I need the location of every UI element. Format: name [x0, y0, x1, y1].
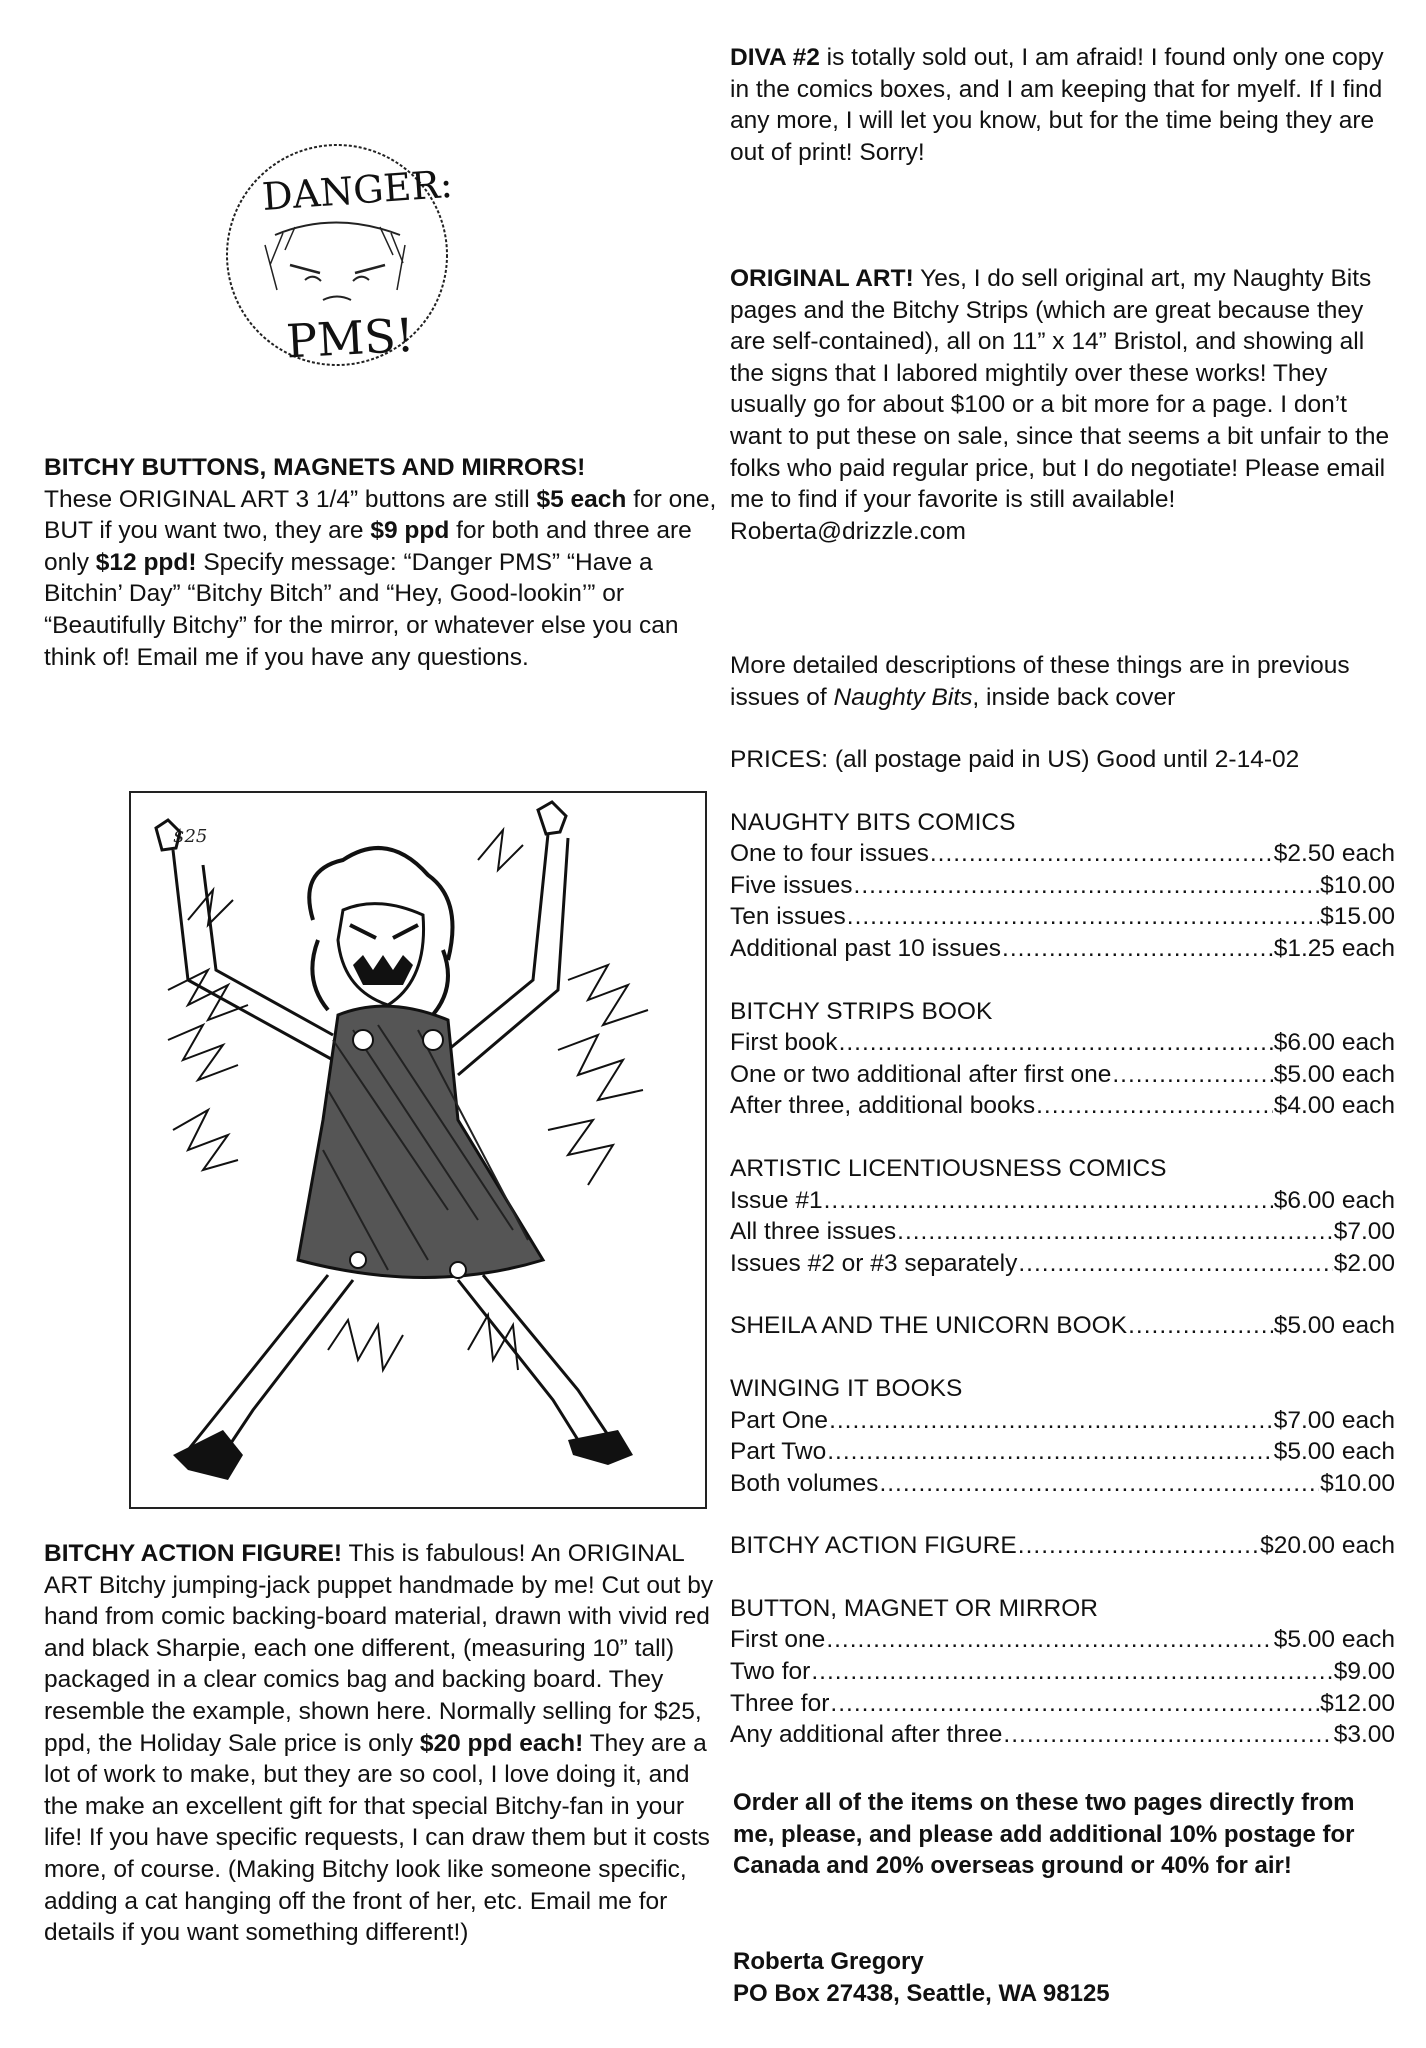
price-label: Issues #2 or #3 separately: [730, 1249, 1018, 1277]
price-row: [730, 1090, 1395, 1122]
price-value: $10.00: [1320, 871, 1395, 899]
price-group-sheila-unicorn: [730, 1310, 1395, 1342]
price-label: All three issues: [730, 1218, 897, 1246]
price-scribble: $25: [173, 826, 208, 847]
diva-text: is totally sold out, I am afraid! I found only one copy in the comics boxes, and I am keeping that for myelf. If I find any more, I will let you know, but for the time being they are out of print! Sorry!: [730, 44, 1384, 166]
price-label: Both volumes: [730, 1469, 879, 1497]
price-group-heading: ARTISTIC LICENTIOUSNESS COMICS: [730, 1154, 1167, 1182]
price-group-heading: BUTTON, MAGNET OR MIRROR: [730, 1594, 1098, 1622]
price-value: $10.00: [1320, 1469, 1395, 1497]
price-group-bitchy-strips: [730, 996, 1395, 1122]
buttons-section-title: BITCHY BUTTONS, MAGNETS AND MIRRORS!: [44, 454, 586, 481]
danger-pms-button-illustration: [205, 115, 465, 385]
price-value: $5.00 each: [1273, 1626, 1395, 1654]
buttons-text-2: for one, BUT if you want two, they are: [44, 485, 717, 545]
price-value: $6.00 each: [1273, 1186, 1395, 1214]
price-row: [730, 1405, 1395, 1437]
prices-intro: PRICES: (all postage paid in US) Good until 2-14-02: [730, 746, 1300, 773]
price-group-artistic-licentiousness: [730, 1153, 1395, 1279]
original-art-text: Yes, I do sell original art, my Naughty Bits pages and the Bitchy Strips (which are great because they are self-contained), all on 11” x 14” Bristol, and showing all the signs that I labored mightily over these works! They usually go for about $100 or a bit more for a page. I don’t want to put these on sale, since that seems a bit unfair to the folks who paid regular price, but I do negotiate! Please email me to find if your favorite is still available!: [730, 265, 1390, 514]
action-figure-text-1: This is fabulous! An ORIGINAL ART Bitchy jumping-jack puppet handmade by me! Cut out by hand from comic backing-board material, drawn with vivid red and black Sharpie, each one different, (measuring 10” tall) packaged in a clear comics bag and backing board. They resemble the example, shown here. Normally selling for $25, ppd, the Holiday Sale price is only: [44, 1540, 714, 1757]
price-row: [730, 1248, 1395, 1280]
buttons-price-three: $12 ppd!: [95, 548, 197, 576]
price-value: $5.00 each: [1273, 1312, 1395, 1340]
action-figure-illustration: [128, 790, 708, 1510]
price-row: [730, 1624, 1395, 1656]
price-row: [730, 1688, 1395, 1720]
price-label: Any additional after three: [730, 1721, 1003, 1749]
price-row: [730, 1185, 1395, 1217]
price-group-heading: BITCHY STRIPS BOOK: [730, 997, 993, 1025]
price-group-action-figure: [730, 1530, 1395, 1562]
price-row: [730, 901, 1395, 933]
price-row: [730, 1656, 1395, 1688]
price-row: [730, 1310, 1395, 1342]
original-art-notice: [730, 263, 1400, 547]
price-value: $2.00: [1333, 1249, 1395, 1277]
buttons-price-two: $9 ppd: [370, 517, 450, 545]
buttons-text-4: Specify message: “Danger PMS” “Have a Bitchin’ Day” “Bitchy Bitch” and “Hey, Good-lookin’” or “Beautifully Bitchy” for the mirror, or whatever else you can think of! Email me if you have any questions.: [44, 548, 679, 671]
contact-address: PO Box 27438, Seattle, WA 98125: [733, 1979, 1110, 2007]
price-label: Part One: [730, 1406, 829, 1434]
price-label: Five issues: [730, 871, 853, 899]
price-label: First one: [730, 1626, 826, 1654]
original-art-title: ORIGINAL ART!: [730, 265, 914, 292]
price-value: $20.00 each: [1260, 1532, 1395, 1560]
price-label: Ten issues: [730, 903, 846, 931]
price-label: One to four issues: [730, 840, 929, 868]
price-row: [730, 1468, 1395, 1500]
price-label: BITCHY ACTION FIGURE: [730, 1532, 1017, 1560]
price-row: [730, 1719, 1395, 1751]
price-row: [730, 1436, 1395, 1468]
price-row: [730, 1216, 1395, 1248]
price-value: $4.00 each: [1273, 1092, 1395, 1120]
price-group-winging-it: [730, 1373, 1395, 1499]
price-value: $2.50 each: [1273, 840, 1395, 868]
price-row: [730, 1530, 1395, 1562]
price-row: [730, 933, 1395, 965]
diva-notice: [730, 42, 1395, 168]
order-note: Order all of the items on these two pages directly from me, please, and please add additional 10% postage for Canada and 20% overseas ground or 40% for air!: [733, 1789, 1355, 1880]
action-figure-text-2: They are a lot of work to make, but they are so cool, I love doing it, and the make an excellent gift for that special Bitchy-fan in your life! If you have specific requests, I can draw them but it costs more, of course. (Making Bitchy look like someone specific, adding a cat hanging off the front of her, etc. Email me for details if you want something different!): [44, 1729, 710, 1947]
price-label: Three for: [730, 1689, 830, 1717]
contact-block: [733, 1946, 1393, 2009]
price-value: $15.00: [1320, 903, 1395, 931]
buttons-text-3: for both and three are only: [44, 517, 692, 576]
price-group-button-magnet-mirror: [730, 1593, 1395, 1751]
price-row: [730, 1059, 1395, 1091]
button-logo-pms-text: PMS!: [284, 307, 416, 369]
price-list: [730, 744, 1395, 1751]
button-logo-danger-text: DANGER:: [260, 161, 455, 220]
price-label: After three, additional books: [730, 1092, 1036, 1120]
buttons-price-one: $5 each: [536, 485, 627, 513]
price-group-naughty-bits: [730, 807, 1395, 965]
price-label: SHEILA AND THE UNICORN BOOK: [730, 1312, 1128, 1340]
price-value: $3.00: [1333, 1721, 1395, 1749]
price-label: First book: [730, 1029, 838, 1057]
price-label: One or two additional after first one: [730, 1060, 1112, 1088]
price-label: Part Two: [730, 1438, 827, 1466]
price-value: $9.00: [1333, 1658, 1395, 1686]
naughty-bits-title: Naughty Bits: [833, 683, 973, 711]
price-label: Two for: [730, 1658, 811, 1686]
descriptions-note: [730, 650, 1395, 713]
contact-name: Roberta Gregory: [733, 1948, 924, 1975]
diva-title: DIVA #2: [730, 44, 820, 71]
price-value: $12.00: [1320, 1689, 1395, 1717]
descriptions-text-2: , inside back cover: [972, 683, 1176, 711]
price-value: $7.00: [1333, 1218, 1395, 1246]
action-figure-sale-price: $20 ppd each!: [419, 1729, 584, 1757]
buttons-text-1: These ORIGINAL ART 3 1/4” buttons are still: [44, 485, 537, 513]
contact-email: Roberta@drizzle.com: [730, 517, 966, 545]
price-label: Additional past 10 issues: [730, 934, 1002, 962]
price-value: $5.00 each: [1273, 1060, 1395, 1088]
price-value: $1.25 each: [1273, 934, 1395, 962]
price-group-heading: WINGING IT BOOKS: [730, 1374, 963, 1402]
price-group-heading: NAUGHTY BITS COMICS: [730, 808, 1016, 836]
price-value: $7.00 each: [1273, 1406, 1395, 1434]
action-figure-section: [44, 1538, 724, 1949]
buttons-section: [44, 452, 724, 673]
price-value: $6.00 each: [1273, 1029, 1395, 1057]
price-row: [730, 870, 1395, 902]
action-figure-title: BITCHY ACTION FIGURE!: [44, 1540, 343, 1567]
price-value: $5.00 each: [1273, 1438, 1395, 1466]
descriptions-text-1: More detailed descriptions of these things are in previous issues of: [730, 652, 1350, 711]
price-row: [730, 838, 1395, 870]
price-row: [730, 1027, 1395, 1059]
price-label: Issue #1: [730, 1186, 823, 1214]
